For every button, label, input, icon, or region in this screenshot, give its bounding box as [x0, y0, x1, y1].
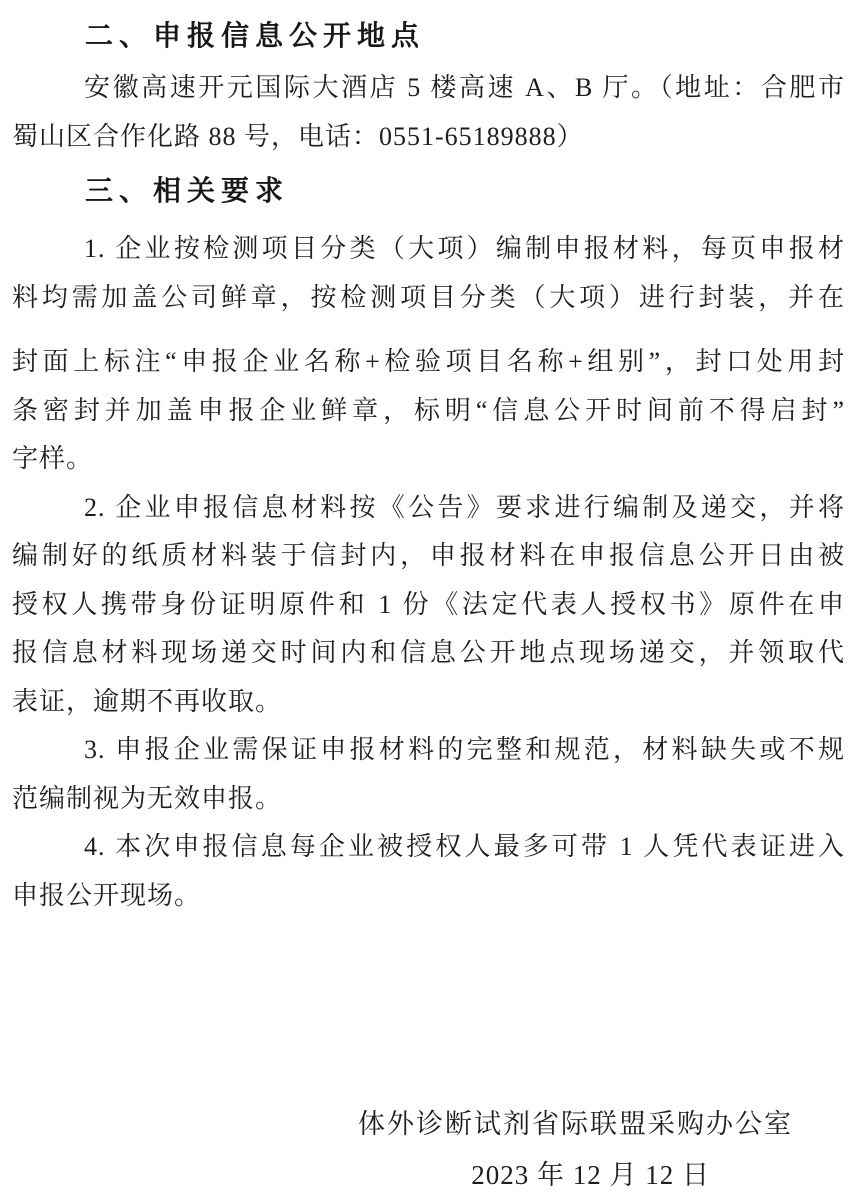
text-line: 封面上标注“申报企业名称+检验项目名称+组别”，封口处用封	[12, 347, 845, 376]
text-line: 申报公开现场。	[12, 880, 202, 910]
signature-organization: 体外诊断试剂省际联盟采购办公室	[358, 1109, 793, 1139]
requirement-item-4	[12, 823, 845, 920]
text-line: 2. 企业申报信息材料按《公告》要求进行编制及递交，并将	[84, 492, 845, 522]
text-line: 报信息材料现场递交时间内和信息公开地点现场递交，并领取代	[12, 638, 845, 667]
requirement-item-3	[12, 726, 845, 823]
text-line: 1. 企业按检测项目分类（大项）编制申报材料，每页申报材	[84, 234, 845, 263]
text-line: 3. 申报企业需保证申报材料的完整和规范，材料缺失或不规	[84, 735, 845, 764]
text-line: 条密封并加盖申报企业鲜章，标明“信息公开时间前不得启封”	[12, 395, 845, 425]
text-line: 料均需加盖公司鲜章，按检测项目分类（大项）进行封装，并在	[12, 282, 845, 312]
requirement-item-2	[12, 484, 845, 727]
text-line: 表证，逾期不再收取。	[12, 686, 283, 716]
text-line: 字样。	[12, 444, 94, 473]
section-heading-requirements: 三、相关要求	[85, 175, 290, 206]
signature-date: 2023 年 12 月 12 日	[471, 1160, 710, 1190]
text-line: 蜀山区合作化路 88 号，电话：0551-65189888）	[12, 121, 584, 151]
location-paragraph	[12, 64, 845, 161]
text-line: 范编制视为无效申报。	[12, 783, 283, 813]
text-line: 安徽高速开元国际大酒店 5 楼高速 A、B 厅。（地址：合肥市	[84, 73, 845, 102]
text-line: 授权人携带身份证明原件和 1 份《法定代表人授权书》原件在申	[12, 589, 845, 619]
requirement-item-1	[12, 225, 845, 484]
text-line: 编制好的纸质材料装于信封内，申报材料在申报信息公开日由被	[12, 541, 845, 570]
section-heading-disclosure-location: 二、申报信息公开地点	[85, 20, 426, 51]
text-line: 4. 本次申报信息每企业被授权人最多可带 1 人凭代表证进入	[84, 832, 845, 861]
